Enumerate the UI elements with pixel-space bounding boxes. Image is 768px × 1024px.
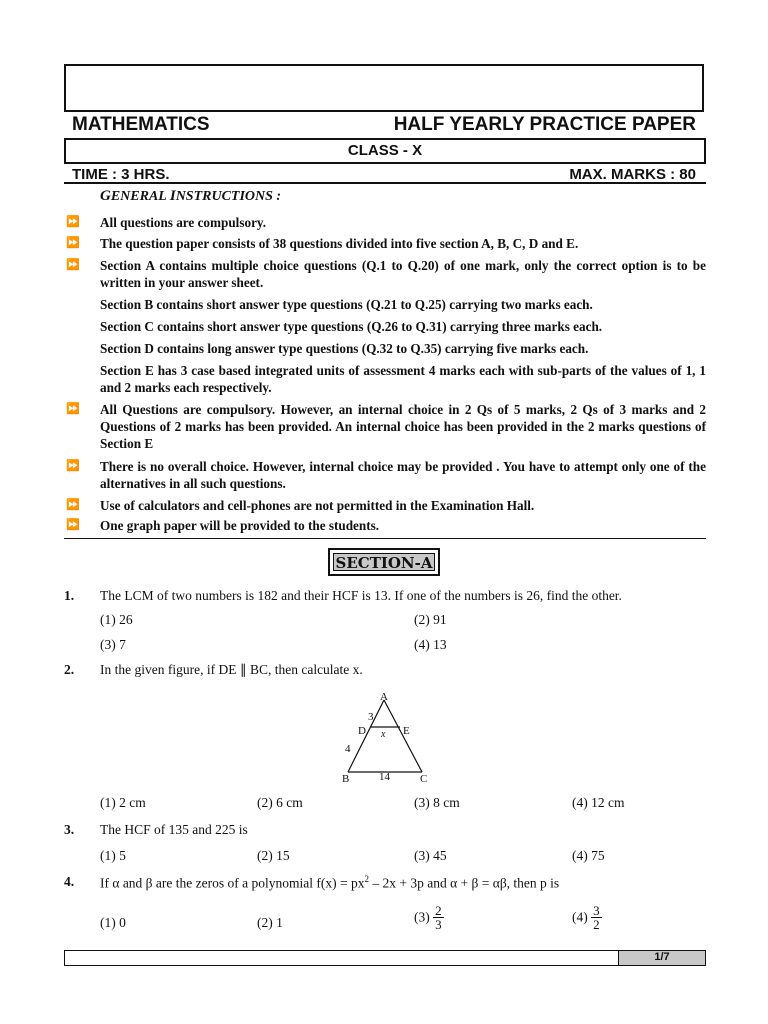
option: (1) 0 bbox=[100, 915, 126, 930]
question-text: In the given figure, if DE ∥ BC, then calculate x. bbox=[100, 662, 363, 677]
subject-title: MATHEMATICS bbox=[72, 114, 210, 135]
instruction-item: ⏩ All questions are compulsory. bbox=[66, 215, 267, 230]
label-e: E bbox=[403, 725, 410, 737]
option: (1) 5 bbox=[100, 848, 126, 863]
footer-bar bbox=[64, 950, 706, 966]
page-number: 1/7 bbox=[618, 951, 705, 965]
class-row bbox=[64, 140, 706, 164]
question-number: 1. bbox=[64, 588, 75, 603]
title-row bbox=[64, 112, 706, 140]
section-a-box bbox=[328, 548, 440, 576]
label-db: 4 bbox=[345, 743, 351, 755]
question-number: 4. bbox=[64, 874, 75, 889]
option-fraction: (3) $\frac{2}{3}$ bbox=[414, 903, 442, 932]
option: (2) 15 bbox=[257, 848, 290, 863]
paper-title: HALF YEARLY PRACTICE PAPER bbox=[393, 114, 696, 135]
option: (2) 91 bbox=[414, 612, 447, 627]
option: (3) 7 bbox=[100, 637, 126, 652]
time-label: TIME : 3 HRS. bbox=[72, 166, 170, 183]
divider bbox=[64, 538, 706, 539]
bullet-icon: ⏩ bbox=[66, 259, 80, 271]
instruction-item: ⏩ Use of calculators and cell-phones are not permitted in the Examination Hall. bbox=[66, 498, 535, 513]
option: (3) 8 cm bbox=[414, 795, 460, 810]
option: (1) 26 bbox=[100, 612, 133, 627]
bullet-icon: ⏩ bbox=[66, 237, 80, 249]
question-text: If α and β are the zeros of a polynomial $f(x) = px^2 - 2x + 3p$ and α + β = αβ, then p is bbox=[100, 874, 560, 891]
instruction-item: Section D contains long answer type questions (Q.32 to Q.35) carrying five marks each. bbox=[100, 341, 589, 356]
instruction-item: ⏩ All Questions are compulsory. However, an internal choice in 2 Qs of 5 marks, 2 Qs of 3 marks and 2 Questions of 2 marks has been provided. An internal choice has been provided in the 2 marks questions of Section E bbox=[66, 402, 706, 451]
label-a: A bbox=[380, 691, 388, 703]
class-label: CLASS - X bbox=[347, 142, 423, 159]
instruction-item: ⏩ One graph paper will be provided to the students. bbox=[66, 518, 380, 533]
bullet-icon: ⏩ bbox=[66, 216, 80, 228]
label-x: x bbox=[381, 729, 386, 740]
option: (4) 13 bbox=[414, 637, 447, 652]
instruction-item: Section E has 3 case based integrated units of assessment 4 marks each with sub-parts of the values of 1, 1 and 2 marks each respectively. bbox=[100, 363, 706, 395]
question-text: The HCF of 135 and 225 is bbox=[100, 822, 248, 837]
option: (1) 2 cm bbox=[100, 795, 146, 810]
bullet-icon: ⏩ bbox=[66, 519, 80, 531]
option: (2) 1 bbox=[257, 915, 283, 930]
option: (4) 12 cm bbox=[572, 795, 625, 810]
label-bc: 14 bbox=[379, 771, 390, 783]
label-d: D bbox=[358, 725, 366, 737]
label-b: B bbox=[342, 773, 350, 784]
option: (3) 45 bbox=[414, 848, 447, 863]
instruction-item: ⏩ The question paper consists of 38 questions divided into five section A, B, C, D and E. bbox=[66, 236, 579, 251]
instruction-item: ⏩ Section A contains multiple choice questions (Q.1 to Q.20) of one mark, only the correct option is to be written in your answer sheet. bbox=[66, 258, 706, 290]
bullet-icon: ⏩ bbox=[66, 499, 80, 511]
header-top-box bbox=[64, 64, 704, 112]
question-number: 3. bbox=[64, 822, 75, 837]
option: (2) 6 cm bbox=[257, 795, 303, 810]
section-title: SECTION-A bbox=[333, 553, 435, 571]
label-ad: 3 bbox=[368, 711, 374, 723]
question-text: The LCM of two numbers is 182 and their HCF is 13. If one of the numbers is 26, find the other. bbox=[100, 588, 622, 603]
instruction-item: ⏩ There is no overall choice. However, internal choice may be provided . You have to attempt only one of the alternatives in all such questions. bbox=[66, 459, 706, 491]
option-fraction: (4) $\frac{3}{2}$ bbox=[572, 903, 600, 932]
side-ab bbox=[348, 700, 384, 772]
instruction-item: Section B contains short answer type questions (Q.21 to Q.25) carrying two marks each. bbox=[100, 297, 593, 312]
time-marks-row bbox=[64, 164, 706, 184]
bullet-icon: ⏩ bbox=[66, 460, 80, 472]
max-marks-label: MAX. MARKS : 80 bbox=[569, 166, 696, 183]
general-instructions-heading: GENERAL INSTRUCTIONS : bbox=[100, 188, 282, 204]
triangle-figure bbox=[330, 688, 440, 784]
question-number: 2. bbox=[64, 662, 75, 677]
label-c: C bbox=[420, 773, 428, 784]
instruction-item: Section C contains short answer type questions (Q.26 to Q.31) carrying three marks each. bbox=[100, 319, 603, 334]
option: (4) 75 bbox=[572, 848, 605, 863]
bullet-icon: ⏩ bbox=[66, 403, 80, 415]
